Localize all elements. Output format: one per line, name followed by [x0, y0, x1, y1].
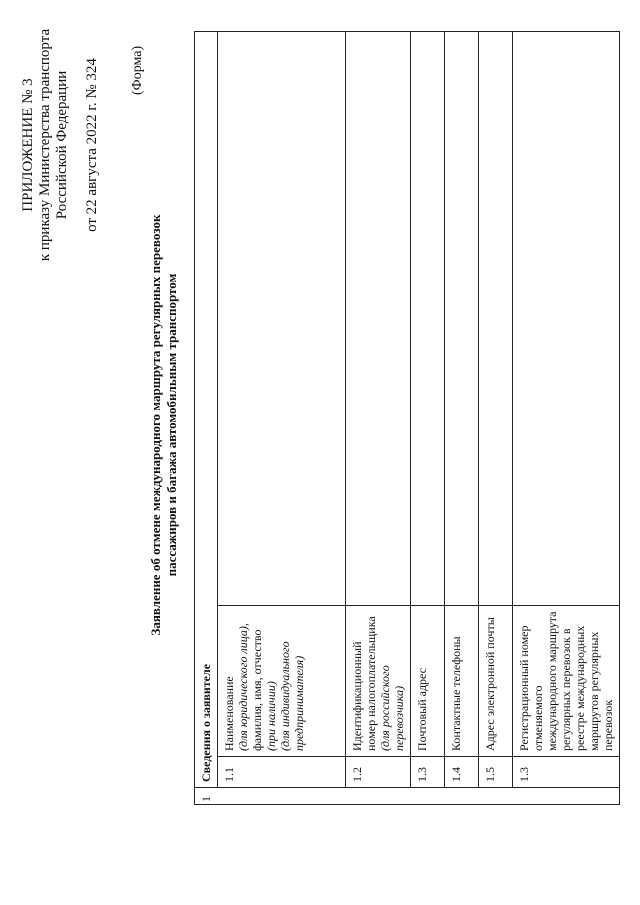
title-line-1: Заявление об отмене международного маршрута регулярных перевозок [148, 214, 163, 636]
table-row [445, 32, 479, 805]
inn-value-field[interactable] [346, 32, 411, 606]
table-row [411, 32, 445, 805]
row-label: Адрес электронной почты [479, 606, 513, 757]
row-number: 1.3 [411, 757, 445, 788]
row-label: Идентификационный номер налогоплательщика (для российского перевозчика) [346, 606, 411, 757]
table-row [346, 32, 411, 805]
appendix-header [20, 25, 71, 265]
table-row [218, 32, 346, 805]
order-reference: к приказу Министерства транспорта [37, 28, 53, 262]
applicant-form-table [194, 31, 620, 805]
form-label: (Форма) [130, 45, 145, 95]
section-title: Сведения о заявителе [195, 32, 218, 788]
row-label: Почтовый адрес [411, 606, 445, 757]
table-row [513, 32, 620, 805]
appendix-number: ПРИЛОЖЕНИЕ № 3 [20, 78, 36, 212]
route-registration-field[interactable] [513, 32, 620, 606]
order-date: от 22 августа 2022 г. № 324 [84, 58, 100, 232]
row-number: 1.4 [445, 757, 479, 788]
document-title [148, 145, 180, 705]
section-number: 1 [195, 788, 620, 805]
row-number: 1.3 [513, 757, 620, 788]
row-number: 1.1 [218, 757, 346, 788]
postal-address-field[interactable] [411, 32, 445, 606]
row-number: 1.5 [479, 757, 513, 788]
email-field[interactable] [479, 32, 513, 606]
row-label: Наименование (для юридического лица), фамилия, имя, отчество (при наличии) (для индивидуального предпринимателя) [218, 606, 346, 757]
ministry-country: Российской Федерации [54, 70, 70, 220]
phone-field[interactable] [445, 32, 479, 606]
row-label: Регистрационный номер отменяемого международного маршрута регулярных перевозок в реестре международных маршрутов регулярных перевозок [513, 606, 620, 757]
name-value-field[interactable] [218, 32, 346, 606]
table-row [479, 32, 513, 805]
row-label: Контактные телефоны [445, 606, 479, 757]
row-number: 1.2 [346, 757, 411, 788]
title-line-2: пассажиров и багажа автомобильным транспортом [164, 273, 179, 577]
